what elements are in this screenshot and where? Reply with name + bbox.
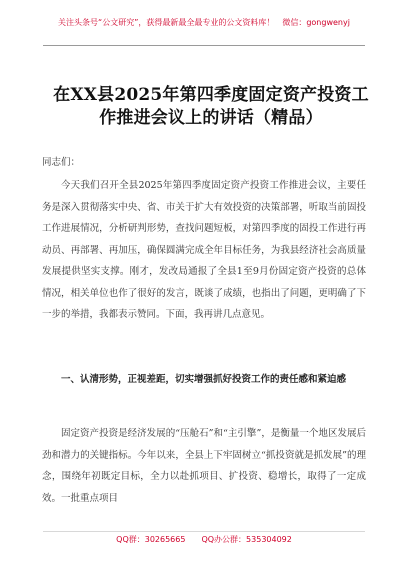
body-paragraph-2: 固定资产投资是经济发展的“压舱石”和“主引擎”，是衡量一个地区发展后劲和潜力的关键指标。今年以来，全县上下牢固树立“抓投资就是抓发展”的理念，围绕年初既定目标，全力以赴抓项目、扩投资、稳增长，取得了一定成效。一批重点项目 [42,428,366,504]
salutation: 同志们： [42,157,81,168]
header-divider [43,45,365,46]
document-title: 在XX县2025年第四季度固定资产投资工作推进会议上的讲话（精品） [53,85,369,128]
header-promo-note: 关注头条号“公文研究”，获得最新最全最专业的公文资料库！ 微信：gongwenyj [58,18,350,27]
footer-contact-note: QQ群：30265665 QQ办公群：535304092 [116,535,292,544]
footer-divider [43,531,365,532]
body-paragraph-1: 今天我们召开全县2025年第四季度固定资产投资工作推进会议，主要任务是深入贯彻落实中央、省、市关于扩大有效投资的决策部署，听取当前固投工作进展情况，分析研判形势，查找问题短板，对第四季度的固投工作进行再动员、再部署、再加压，确保圆满完成全年目标任务，为我县经济社会高质量发展提供坚实支撑。刚才，发改局通报了全县1至9月份固定资产投资的总体情况，相关单位也作了很好的发言，既谈了成绩，也指出了问题，更明确了下一步的举措，我都表示赞同。下面，我再讲几点意见。 [42,180,366,320]
section-heading-1: 一、认清形势，正视差距，切实增强抓好投资工作的责任感和紧迫感 [61,374,347,385]
